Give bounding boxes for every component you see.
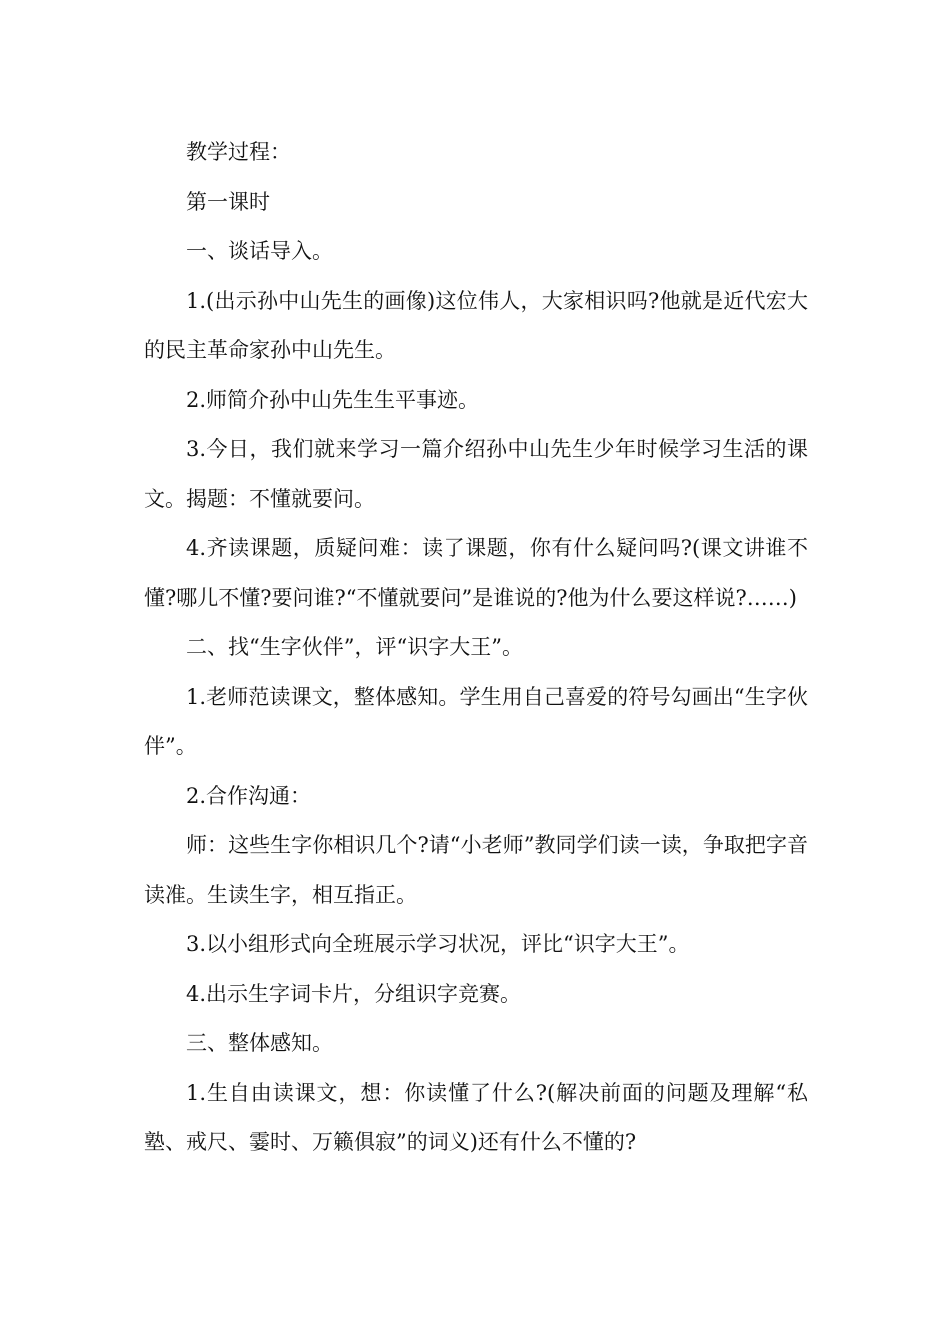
paragraph-characters-2: 2.合作沟通： <box>186 783 312 808</box>
heading-teaching-process: 教学过程： <box>186 140 291 164</box>
section-heading-overall: 三、整体感知。 <box>186 1031 333 1055</box>
paragraph-intro-3: 3.今日，我们就来学习一篇介绍孙中山先生少年时候学习生活的课文。揭题：不懂就要问。 <box>144 437 808 511</box>
paragraph-intro-2: 2.师简介孙中山先生生平事迹。 <box>186 387 480 412</box>
section-heading-characters: 二、找“生字伙伴”，评“识字大王”。 <box>186 635 523 659</box>
paragraph-intro-4: 4.齐读课题，质疑问难：读了课题，你有什么疑问吗?(课文讲谁不懂?哪儿不懂?要问谁?“不懂就要问”是谁说的?他为什么要这样说?……) <box>144 536 808 610</box>
paragraph-characters-1: 1.老师范读课文，整体感知。学生用自己喜爱的符号勾画出“生字伙伴”。 <box>144 684 808 758</box>
paragraph-characters-teacher: 师：这些生字你相识几个?请“小老师”教同学们读一读，争取把字音读准。生读生字，相互指正。 <box>144 833 808 907</box>
paragraph-intro-1: 1.(出示孙中山先生的画像)这位伟人，大家相识吗?他就是近代宏大的民主革命家孙中山先生。 <box>144 288 808 362</box>
heading-first-lesson: 第一课时 <box>186 189 270 214</box>
section-heading-intro: 一、谈话导入。 <box>186 239 333 263</box>
paragraph-characters-3: 3.以小组形式向全班展示学习状况，评比“识字大王”。 <box>186 932 690 956</box>
paragraph-characters-4: 4.出示生字词卡片，分组识字竞赛。 <box>186 981 522 1006</box>
paragraph-overall-1: 1.生自由读课文，想：你读懂了什么?(解决前面的问题及理解“私塾、戒尺、霎时、万籁俱寂”的词义)还有什么不懂的? <box>144 1080 808 1154</box>
document-body <box>144 128 808 1168</box>
